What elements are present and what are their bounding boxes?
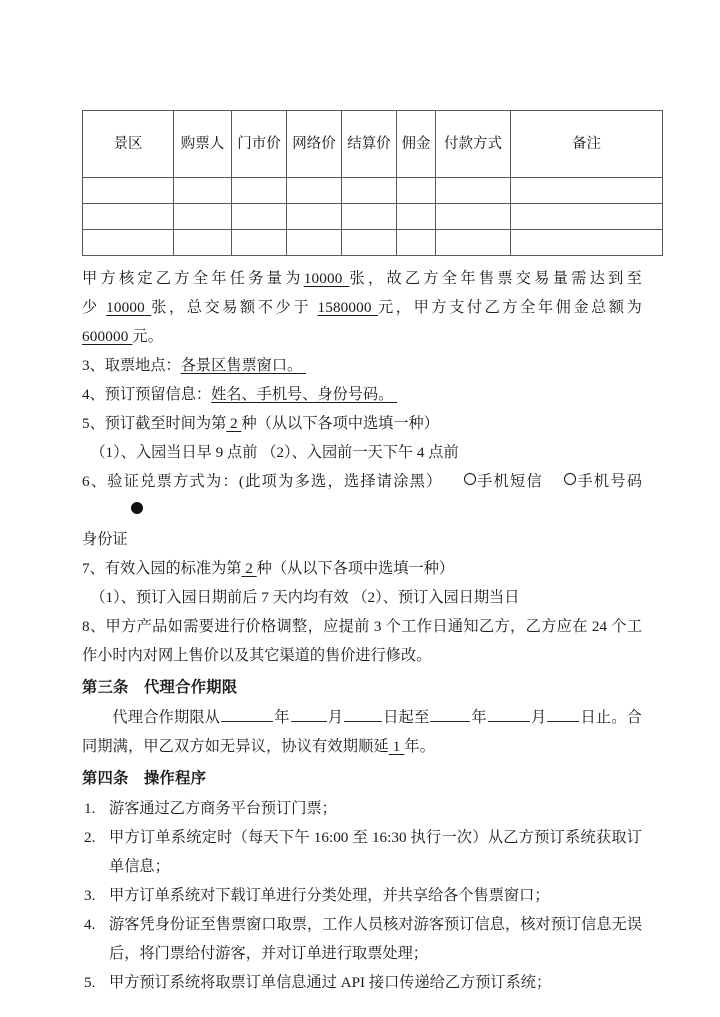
- radio-phone-number-icon[interactable]: [564, 473, 576, 485]
- cell-remark[interactable]: [511, 178, 663, 204]
- clause-5-choice: 2: [230, 415, 238, 432]
- procedure-list: [82, 794, 642, 997]
- clause-item-8: 8、甲方产品如需要进行价格调整，应提前 3 个工作日通知乙方，乙方应在 24 个工作小时内对网上售价以及其它渠道的售价进行修改。: [82, 618, 642, 664]
- cell-buyer[interactable]: [174, 204, 232, 230]
- cell-settle-price[interactable]: [342, 230, 397, 256]
- cell-scenic[interactable]: [83, 204, 174, 230]
- renewal-years: 1: [392, 738, 401, 755]
- quota-paragraph: [82, 264, 642, 351]
- clause-item-6: [82, 467, 642, 525]
- cell-settle-price[interactable]: [342, 204, 397, 230]
- list-item: 甲方订单系统对下载订单进行分类处理，并共享给各个售票窗口；: [109, 887, 550, 904]
- clause-3-label: 3、取票地点：: [82, 357, 181, 374]
- clause-6-option-3: 身份证: [82, 531, 128, 548]
- fee-table-body: [83, 178, 663, 256]
- table-row: [83, 230, 663, 256]
- cell-commission[interactable]: [397, 230, 436, 256]
- cell-buyer[interactable]: [174, 178, 232, 204]
- unit-year-start: 年: [274, 709, 290, 726]
- quota-text-a: 甲方核定乙方全年任务量为: [82, 270, 304, 287]
- clause-item-3: [82, 351, 642, 380]
- annual-task-qty: 10000: [303, 270, 343, 287]
- unit-month-end: 月: [530, 709, 547, 726]
- article-3-body: [82, 703, 642, 761]
- col-header-buyer: 购票人: [174, 111, 232, 178]
- article-3-text-end: 年。: [404, 738, 436, 755]
- col-header-payment-method: 付款方式: [436, 111, 511, 178]
- radio-sms-icon[interactable]: [464, 473, 476, 485]
- clause-6-text: 6、验证兑票方式为：(此项为多选，选择请涂黑）: [82, 473, 443, 490]
- cell-buyer[interactable]: [174, 230, 232, 256]
- end-month-blank[interactable]: [488, 707, 530, 722]
- clause-6-option-1: 手机短信: [475, 473, 543, 490]
- list-item: 游客通过乙方商务平台预订门票；: [109, 800, 337, 817]
- unit-year-end: 年: [471, 709, 487, 726]
- clause-4-label: 4、预订预留信息：: [82, 386, 212, 403]
- min-annual-qty: 10000: [106, 299, 145, 316]
- col-header-gate-price: 门市价: [232, 111, 287, 178]
- col-header-settle-price: 结算价: [342, 111, 397, 178]
- cell-payment-method[interactable]: [436, 178, 511, 204]
- fee-table: [82, 110, 663, 256]
- table-row: [83, 204, 663, 230]
- unit-day-start: 日起至: [383, 709, 430, 726]
- col-header-net-price: 网络价: [287, 111, 342, 178]
- article-4-heading: [82, 763, 642, 794]
- col-header-remark: 备注: [511, 111, 663, 178]
- cell-settle-price[interactable]: [342, 178, 397, 204]
- min-turnover: 1580000: [317, 299, 372, 316]
- end-year-blank[interactable]: [430, 707, 470, 722]
- clause-3-value: 各景区售票窗口。: [180, 357, 303, 374]
- list-item: 游客凭身份证至售票窗口取票，工作人员核对游客预订信息，核对预订信息无误后，将门票给付游客，并对订单进行取票处理；: [109, 916, 642, 962]
- quota-text-f: 元。: [132, 328, 164, 345]
- cell-gate-price[interactable]: [232, 178, 287, 204]
- quota-text-c: 张，: [151, 299, 187, 316]
- cell-commission[interactable]: [397, 204, 436, 230]
- list-item: 甲方预订系统将取票订单信息通过 API 接口传递给乙方预订系统；: [109, 974, 552, 991]
- cell-commission[interactable]: [397, 178, 436, 204]
- clause-item-7: [82, 554, 642, 583]
- cell-net-price[interactable]: [287, 230, 342, 256]
- cell-scenic[interactable]: [83, 230, 174, 256]
- clause-5-text-b: 种（从以下各项中选填一种）: [241, 415, 439, 432]
- quota-text-d: 总交易额不少于: [186, 299, 312, 316]
- unit-month-start: 月: [327, 709, 344, 726]
- clause-6-option-2: 手机号码: [576, 473, 642, 490]
- fee-table-head: [83, 111, 663, 178]
- article-4-number: 第四条: [82, 770, 129, 787]
- cell-net-price[interactable]: [287, 204, 342, 230]
- col-header-commission: 佣金: [397, 111, 436, 178]
- clause-item-4: [82, 380, 642, 409]
- start-day-blank[interactable]: [344, 707, 382, 722]
- clause-item-5: [82, 409, 642, 438]
- clause-5-text-a: 5、预订截至时间为第: [82, 415, 227, 432]
- start-month-blank[interactable]: [291, 707, 327, 722]
- quota-text-e: 元，甲方支付乙方全年佣金总额为: [378, 299, 643, 316]
- clause-7-options: （1）、预订入园日期前后 7 天内均有效 （2）、预订入园日期当日: [90, 589, 520, 606]
- start-year-blank[interactable]: [221, 707, 273, 722]
- clause-4-value: 姓名、手机号、身份号码。: [211, 386, 394, 403]
- clause-7-choice: 2: [245, 560, 253, 577]
- cell-remark[interactable]: [511, 230, 663, 256]
- end-day-blank[interactable]: [547, 707, 579, 722]
- total-commission: 600000: [82, 328, 129, 345]
- cell-payment-method[interactable]: [436, 230, 511, 256]
- article-3-text-a: 代理合作期限从: [112, 709, 221, 726]
- cell-remark[interactable]: [511, 204, 663, 230]
- fee-table-header-row: [83, 111, 663, 178]
- clause-7-text-b: 种（从以下各项中选填一种）: [256, 560, 455, 577]
- col-header-scenic: 景区: [83, 111, 174, 178]
- radio-id-card-icon[interactable]: [131, 502, 143, 514]
- article-4-title: 操作程序: [143, 770, 207, 787]
- cell-scenic[interactable]: [83, 178, 174, 204]
- cell-net-price[interactable]: [287, 178, 342, 204]
- article-3-number: 第三条: [82, 679, 129, 696]
- list-item: 甲方订单系统定时（每天下午 16:00 至 16:30 执行一次）从乙方预订系统获取订单信息；: [109, 829, 642, 875]
- quota-text-b: 张，故乙方全年售票交易量需达到至少: [82, 270, 642, 316]
- article-3-heading: [82, 672, 642, 703]
- clause-5-options: （1）、入园当日早 9 点前 （2）、入园前一天下午 4 点前: [90, 444, 459, 461]
- cell-payment-method[interactable]: [436, 204, 511, 230]
- clause-7-text-a: 7、有效入园的标准为第: [82, 560, 242, 577]
- article-3-title: 代理合作期限: [143, 679, 238, 696]
- table-row: [83, 178, 663, 204]
- cell-gate-price[interactable]: [232, 204, 287, 230]
- cell-gate-price[interactable]: [232, 230, 287, 256]
- article-3-text-b: 日止。合同期满，甲乙双方如无异议，协议有效期顺延: [82, 709, 642, 755]
